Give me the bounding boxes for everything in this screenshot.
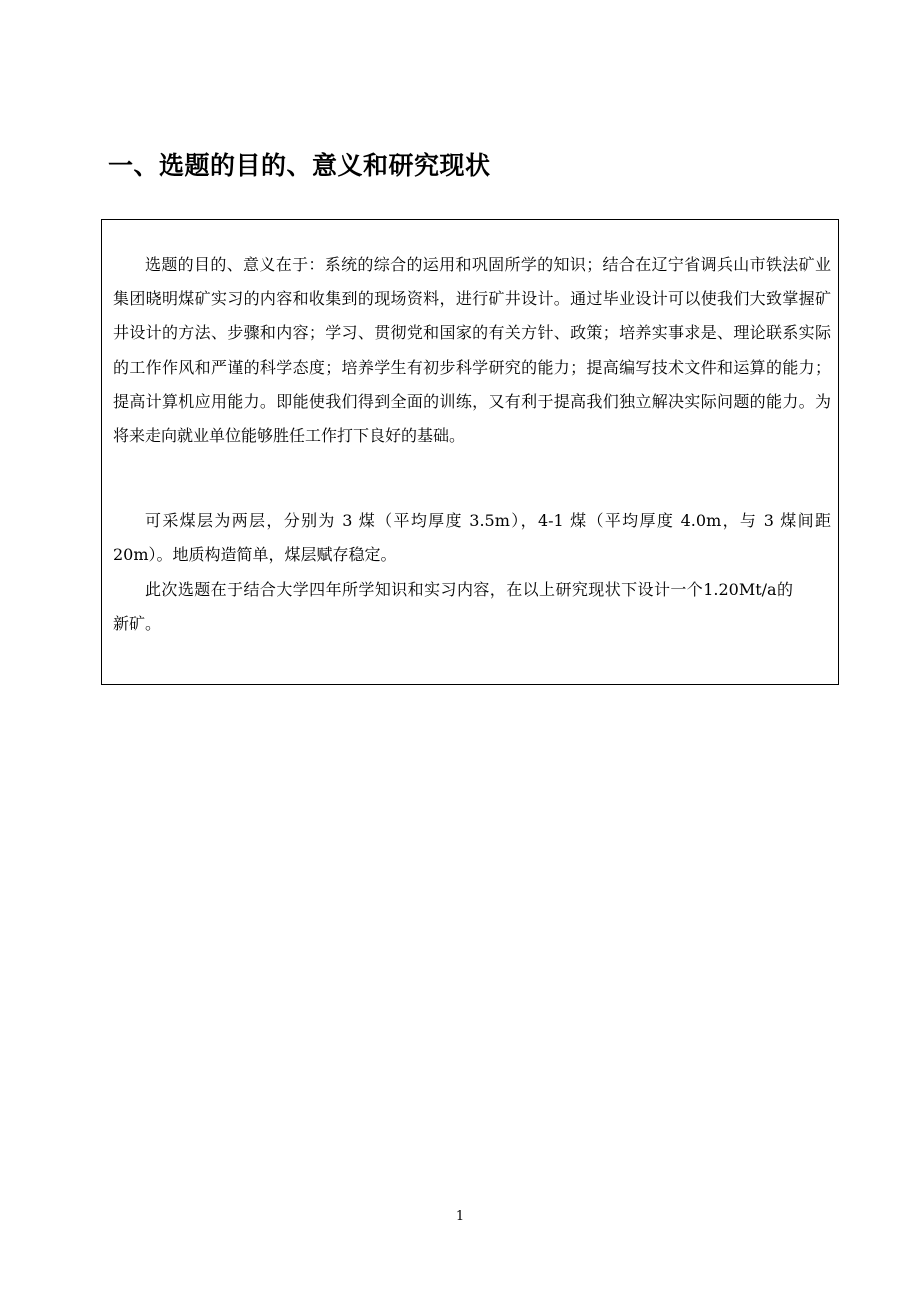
content-box bbox=[101, 219, 839, 685]
section-heading: 一、选题的目的、意义和研究现状 bbox=[108, 151, 491, 180]
paragraph-design-goal: 此次选题在于结合大学四年所学知识和实习内容，在以上研究现状下设计一个1.20Mt/a的新矿。 bbox=[113, 580, 793, 634]
page-number: 1 bbox=[455, 1209, 465, 1224]
paragraph-purpose: 选题的目的、意义在于：系统的综合的运用和巩固所学的知识；结合在辽宁省调兵山市铁法矿业集团晓明煤矿实习的内容和收集到的现场资料，进行矿井设计。通过毕业设计可以使我们大致掌握矿井设计的方法、步骤和内容；学习、贯彻党和国家的有关方针、政策；培养实事求是、理论联系实际的工作作风和严谨的科学态度；培养学生有初步科学研究的能力；提高编写技术文件和运算的能力；提高计算机应用能力。即能使我们得到全面的训练，又有利于提高我们独立解决实际问题的能力。为将来走向就业单位能够胜任工作打下良好的基础。 bbox=[113, 255, 831, 446]
paragraph-coal-seams: 可采煤层为两层，分别为 3 煤（平均厚度 3.5m），4-1 煤（平均厚度 4.0m，与 3 煤间距 20m）。地质构造简单，煤层赋存稳定。 bbox=[113, 511, 831, 565]
